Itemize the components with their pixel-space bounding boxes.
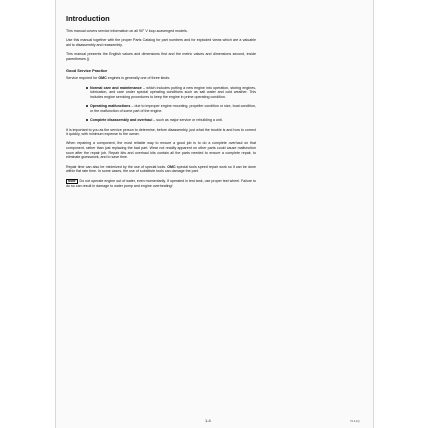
omc-brand: OMC — [167, 164, 176, 169]
page-code: 72-1-1Q — [350, 420, 360, 423]
body-paragraph-2: When repairing a component, the most reliable way to ensure a good job is to do a complete overhaul on that component, rather than just replacing the bad part. Wear not readily apparent on other parts could cause malfunction soon after the repair job. Repair kits and overhaul kits contain all the parts needed to ensure a complete repair, to eliminate guesswork, and to save time. — [66, 141, 256, 160]
bullet-icon — [86, 87, 88, 89]
bullet-icon — [86, 119, 88, 121]
bullet-text: – which includes putting a new engine into operation, storing engines, lubrication, and care under special operating conditions such as salt water and cold weather. This includes engine servicing procedures to keep the engine in prime operating condition. — [90, 85, 256, 99]
page-title: Introduction — [66, 14, 110, 23]
intro-paragraph-1: This manual covers service information on all 90° V loop-scavenged models. — [66, 29, 188, 33]
bullet-icon — [86, 105, 88, 107]
bullet-term: Complete disassembly and overhaul — [90, 117, 153, 122]
list-item — [90, 86, 256, 100]
note-label: Note — [68, 178, 76, 183]
special-tools-before: Repair time can also be minimized by the use of special tools. — [66, 164, 168, 169]
page-edge-left — [55, 0, 56, 428]
intro-paragraph-2: Use this manual together with the proper Parts Catalog for part numbers and for exploded views which are a valuable aid to disassembly and reassembly. — [66, 38, 256, 47]
service-kinds-list — [66, 86, 256, 123]
special-tools-paragraph — [66, 165, 256, 174]
omc-brand: OMC — [98, 76, 107, 81]
bullet-term: Normal care and maintenance — [90, 85, 142, 90]
bullet-text: – due to improper engine mounting, propeller condition or size, boat condition, or the malfunction of some part of the engine. — [90, 104, 256, 113]
list-item — [90, 118, 256, 123]
bullet-text: – such as major service or rebuilding a unit. — [152, 117, 223, 122]
service-lead-after: engines is generally one of three kinds: — [106, 76, 171, 81]
page-edge-right — [373, 0, 374, 428]
bullet-term: Operating malfunctions — [90, 104, 131, 109]
section-heading-good-service: Good Service Practice — [66, 67, 108, 73]
list-item — [90, 104, 256, 113]
special-tools-after: special tools speed repair work so it can be done within flat rate time. In some cases, the use of substitute tools can damage the part. — [66, 164, 256, 174]
note-paragraph — [66, 179, 256, 189]
service-lead-before: Service required for — [66, 76, 99, 81]
page-number: 1-4 — [205, 418, 211, 423]
service-lead-paragraph — [66, 76, 256, 81]
intro-paragraph-3: This manual presents the English values and dimensions first and the metric values and dimensions second, inside parentheses (). — [66, 52, 256, 61]
page-content — [66, 14, 256, 194]
note-text: Do not operate engine out of water, even momentarily. If operated in test tank, use proper test wheel. Failure to do so can result in damage to water pump and engine overheating! — [66, 178, 256, 189]
body-paragraph-1: It is important to you as the service person to determine, before disassembly, just what the trouble is and how to correct it quickly, with minimum expense to the owner. — [66, 127, 256, 137]
